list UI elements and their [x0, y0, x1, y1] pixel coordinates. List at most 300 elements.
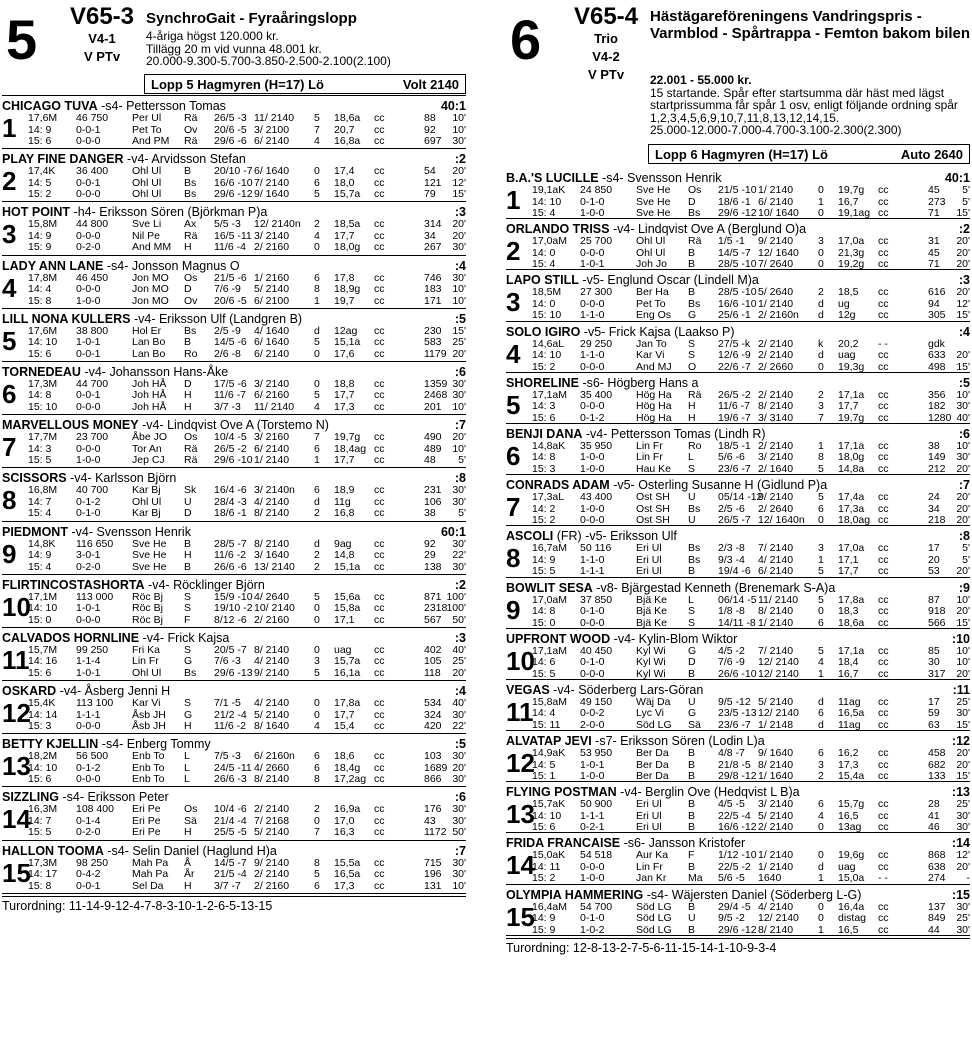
result-cell: Pet To — [636, 297, 666, 310]
result-cell: 138 — [424, 560, 442, 573]
horse-header — [506, 428, 970, 441]
result-cell: L — [688, 451, 694, 464]
result-cell: 6/ 2160 — [254, 389, 290, 402]
race-5-column — [2, 0, 466, 1064]
horse-name: BETTY KJELLIN — [2, 737, 99, 752]
result-cell: cc — [878, 718, 889, 731]
odds: :6 — [454, 364, 466, 379]
horse-entry — [506, 680, 970, 731]
result-cell: Jan To — [636, 337, 667, 350]
results-table — [28, 485, 466, 520]
result-cell: Söd LG — [636, 912, 672, 925]
result-cell: 324 — [424, 708, 442, 721]
result-cell: cc — [374, 135, 385, 147]
result-cell: Sve He — [132, 560, 167, 573]
result-cell: 16/6 -10 — [718, 297, 757, 310]
result-cell: 9/ 1640 — [254, 188, 290, 201]
result-cell: 11ag — [838, 695, 861, 708]
result-cell: 746 — [424, 271, 442, 284]
result-cell: 8/ 2140 — [254, 643, 290, 656]
horse-header — [506, 530, 970, 543]
horse-entry — [506, 731, 970, 782]
result-cell: 40 450 — [580, 644, 613, 657]
result-cell: 1-1-0 — [580, 349, 605, 362]
result-cell: 113 000 — [76, 590, 114, 603]
result-cell: 12/ 2140 — [758, 667, 799, 680]
result-cell: - - — [878, 872, 888, 885]
result-cell: 3 — [818, 758, 824, 771]
result-cell: 583 — [424, 336, 442, 349]
result-cell: 697 — [424, 135, 442, 147]
horse-trainer: -v4- Berglin Ove (Hedqvist L B)a — [620, 785, 800, 800]
result-cell: 6/ 2140 — [758, 195, 794, 208]
result-cell: 5 — [818, 644, 824, 657]
result-cell: 4/ 2140 — [758, 900, 794, 913]
result-row — [28, 603, 466, 615]
result-cell: 14: 3 — [28, 442, 52, 455]
results-table — [532, 492, 970, 527]
result-row — [28, 402, 466, 414]
result-cell: d — [314, 495, 320, 508]
result-cell: 50' — [452, 826, 466, 839]
result-cell: 7/ 2140 — [758, 644, 794, 657]
results-table — [28, 645, 466, 680]
result-cell: D — [688, 656, 696, 669]
results-table — [532, 390, 970, 425]
game-code: V65-4 — [573, 3, 639, 30]
result-cell: Ost SH — [636, 514, 670, 527]
result-cell: 20,7 — [334, 123, 355, 136]
result-cell: Eri Ul — [636, 553, 662, 566]
result-cell: F — [184, 613, 191, 626]
result-cell: 22' — [452, 720, 466, 733]
result-cell: Hög Ha — [636, 388, 672, 401]
result-cell: k — [818, 337, 824, 350]
result-cell: 17,1a — [838, 439, 865, 452]
result-cell: 41 — [928, 809, 940, 822]
result-cell: 10/ 1640 — [758, 207, 799, 219]
result-cell: B — [688, 860, 696, 873]
result-cell: 182 — [928, 400, 946, 413]
result-cell: 3-0-1 — [76, 549, 101, 561]
result-cell: 14,6aL — [532, 337, 565, 350]
result-cell: 3/7 -7 — [214, 879, 241, 892]
results-table — [28, 326, 466, 361]
result-cell: 1 — [818, 872, 824, 885]
result-row — [28, 774, 466, 786]
horse-name: B.A.'S LUCILLE — [506, 171, 599, 185]
result-cell: 28/5 -7 — [214, 537, 247, 550]
result-cell: 92 — [424, 537, 436, 550]
result-cell: 17,8a — [334, 697, 361, 710]
result-cell: Ohl Ul — [132, 666, 162, 679]
result-cell: 2 — [314, 218, 320, 231]
result-cell: cc — [878, 207, 889, 219]
result-cell: 14/5 -7 — [718, 246, 751, 259]
result-cell: B — [688, 821, 696, 834]
race-title: Hästägareföreningens Vandringspris - Varmblod - Spårtrappa - Femton bakom bilen — [650, 8, 971, 42]
result-cell: cc — [374, 814, 385, 827]
result-cell: cc — [374, 868, 385, 881]
start-number: 15 — [506, 901, 535, 932]
result-cell: 1-1-4 — [76, 655, 101, 668]
horse-header — [2, 366, 466, 379]
result-cell: Ber Da — [636, 747, 669, 760]
result-cell: 176 — [424, 803, 442, 816]
result-cell: Lin Fr — [636, 860, 663, 873]
result-cell: 1 — [818, 195, 824, 208]
result-cell: 19,1aK — [532, 184, 566, 196]
result-cell: 7 — [314, 123, 320, 136]
result-cell: 5 — [818, 462, 824, 475]
result-cell: 16,5 — [838, 923, 859, 936]
result-cell: cc — [374, 495, 385, 508]
result-cell: 20' — [452, 218, 466, 231]
result-cell: And MM — [132, 241, 172, 254]
result-cell: 20' — [956, 246, 970, 259]
result-cell: 20' — [452, 666, 466, 679]
result-cell: Å — [184, 856, 192, 869]
result-cell: G — [688, 644, 697, 657]
race-info-line: 22.001 - 55.000 kr. — [650, 73, 752, 87]
result-cell: 458 — [928, 747, 946, 760]
result-cell: 1-0-0 — [580, 770, 605, 783]
divider — [2, 896, 466, 897]
result-cell: B — [688, 809, 696, 822]
result-cell: 14,8aK — [532, 439, 566, 452]
result-cell: 15: 1 — [532, 770, 556, 783]
horse-header — [506, 172, 970, 185]
result-cell: uag — [838, 349, 856, 362]
result-cell: 1-0-1 — [76, 336, 101, 349]
horse-name: LADY ANN LANE — [2, 258, 104, 273]
result-cell: 30' — [452, 856, 466, 869]
result-cell: cc — [878, 297, 889, 310]
horse-name: SIZZLING — [2, 790, 59, 805]
result-cell: cc — [374, 773, 385, 786]
start-number: 7 — [506, 492, 521, 523]
result-cell: 1-0-1 — [580, 758, 605, 771]
result-cell: 11g — [334, 495, 351, 508]
result-cell: Pet To — [132, 123, 162, 136]
result-cell: 15,1a — [334, 336, 361, 349]
result-cell: 17/5 -6 — [214, 377, 247, 390]
result-cell: Eri Ul — [636, 565, 662, 578]
result-cell: 5 — [314, 336, 320, 349]
result-cell: 71 — [928, 207, 940, 219]
result-cell: 11ag — [838, 718, 861, 731]
lopp-label: Lopp 5 Hagmyren (H=17) Lö — [151, 76, 324, 92]
result-row — [28, 668, 466, 680]
result-cell: 20' — [956, 667, 970, 680]
result-cell: 2/ 2160 — [254, 613, 290, 626]
result-cell: 2-0-0 — [580, 718, 605, 731]
result-cell: 17,1a — [838, 644, 865, 657]
result-cell: 38 — [424, 507, 436, 520]
result-cell: 14: 7 — [28, 495, 52, 508]
result-cell: 14: 10 — [532, 809, 562, 822]
result-cell: L — [184, 750, 190, 763]
result-cell: 54 700 — [580, 900, 613, 913]
horse-header — [506, 684, 970, 697]
result-cell: 14: 8 — [532, 451, 556, 464]
result-cell: Sä — [184, 814, 197, 827]
result-cell: 15: 5 — [28, 454, 52, 467]
result-cell: 30' — [452, 814, 466, 827]
result-cell: 1 — [314, 454, 320, 467]
result-cell: 53 950 — [580, 747, 613, 760]
result-cell: cc — [878, 923, 889, 936]
odds: :3 — [958, 273, 970, 288]
result-cell: 7/ 2168 — [254, 814, 290, 827]
result-cell: 23/6 -7 — [718, 718, 751, 731]
result-cell: 10' — [956, 656, 970, 669]
result-cell: 17,2ag — [334, 773, 367, 786]
result-cell: 79 — [424, 188, 436, 201]
result-cell: cc — [878, 258, 889, 271]
result-cell: 0 — [818, 360, 824, 373]
result-cell: S — [184, 643, 192, 656]
result-cell: Kar Bj — [132, 507, 161, 520]
results-table — [28, 804, 466, 839]
result-cell: 218 — [928, 514, 946, 527]
result-row — [532, 913, 970, 925]
results-table — [28, 219, 466, 254]
horse-name: FRIDA FRANCAISE — [506, 836, 621, 851]
odds: :6 — [454, 790, 466, 805]
result-cell: 17,3M — [28, 856, 58, 869]
horse-header — [2, 526, 466, 539]
horse-name: BENJI DANA — [506, 426, 583, 441]
race-number: 6 — [510, 8, 542, 71]
result-cell: d — [818, 860, 824, 873]
result-cell: 1359 — [424, 377, 448, 390]
horse-name: FLIRTINCOSTASHORTA — [2, 577, 145, 592]
result-cell: Rä — [184, 454, 198, 467]
result-cell: d — [818, 718, 824, 731]
result-cell: Bs — [184, 324, 197, 337]
result-cell: 30' — [452, 389, 466, 402]
result-cell: 15: 4 — [532, 258, 556, 271]
result-cell: Kar Bj — [132, 484, 161, 497]
result-cell: 2/ 2140 — [758, 821, 794, 834]
horse-name: HALLON TOOMA — [2, 843, 104, 858]
result-cell: 44 700 — [76, 377, 109, 390]
race-info-line: 25.000-12.000-7.000-4.700-3.100-2.300(2.300) — [650, 123, 902, 138]
result-cell: 2 — [314, 803, 320, 816]
result-cell: Ro — [688, 439, 702, 452]
result-cell: 14: 14 — [28, 708, 58, 721]
results-table — [28, 166, 466, 201]
result-cell: 17,8a — [838, 593, 865, 606]
results-table — [532, 339, 970, 374]
odds: :11 — [952, 682, 970, 697]
result-cell: 15: 9 — [28, 241, 52, 254]
result-cell: cc — [374, 643, 385, 656]
result-cell: 420 — [424, 720, 442, 733]
result-cell: Bs — [688, 207, 701, 219]
result-cell: B — [688, 900, 696, 913]
result-cell: 5' — [962, 184, 970, 196]
result-row — [28, 284, 466, 296]
result-cell: 24 — [928, 491, 940, 504]
results-table — [28, 432, 466, 467]
result-cell: B — [688, 667, 696, 680]
result-cell: 5 — [314, 868, 320, 881]
result-row — [532, 350, 970, 362]
start-order: Turordning: 11-14-9-12-4-7-8-3-10-1-2-6-5-13-15 — [2, 899, 273, 913]
result-cell: 21/5 -10 — [718, 184, 757, 196]
result-cell: cc — [374, 484, 385, 497]
result-cell: 7 — [818, 411, 824, 424]
result-cell: 17,6M — [28, 324, 58, 337]
result-cell: 19/6 -7 — [718, 411, 751, 424]
result-cell: cc — [878, 514, 889, 527]
results-table — [28, 113, 466, 148]
odds: 40:1 — [944, 171, 970, 185]
result-cell: 14: 9 — [532, 912, 556, 925]
result-cell: 2/ 2140 — [758, 337, 794, 350]
start-number: 8 — [2, 485, 17, 516]
result-cell: 0-0-0 — [580, 514, 605, 527]
result-cell: cc — [878, 821, 889, 834]
result-cell: Åsb JH — [132, 720, 166, 733]
result-cell: 50 900 — [580, 798, 613, 811]
result-cell: 0-0-0 — [580, 246, 605, 259]
result-cell: 0-1-0 — [580, 605, 605, 617]
result-cell: 4 — [818, 809, 824, 822]
result-cell: Kyl Wi — [636, 656, 666, 669]
result-cell: 15: 8 — [28, 879, 52, 892]
result-cell: 16/6 -10 — [214, 176, 253, 189]
horse-name: ORLANDO TRISS — [506, 222, 610, 237]
result-cell: cc — [878, 462, 889, 475]
results-table — [532, 902, 970, 937]
result-cell: 0-0-1 — [76, 389, 101, 402]
result-cell: 30' — [452, 773, 466, 786]
start-order: Turordning: 12-8-13-2-7-5-6-11-15-14-1-10-9-3-4 — [506, 941, 777, 955]
result-cell: Bjä Ke — [636, 616, 667, 629]
result-row — [28, 296, 466, 308]
result-cell: U — [688, 491, 696, 504]
start-number: 14 — [2, 804, 31, 835]
start-number: 7 — [2, 432, 17, 463]
result-cell: År — [184, 868, 195, 881]
result-cell: B — [184, 165, 192, 178]
result-cell: 17,3 — [334, 879, 355, 892]
result-cell: 14: 5 — [28, 176, 52, 189]
result-cell: B — [688, 758, 696, 771]
result-cell: 25' — [956, 912, 970, 925]
result-cell: 17,0aM — [532, 593, 568, 606]
result-cell: 633 — [928, 349, 946, 362]
result-cell: D — [184, 507, 192, 520]
result-cell: Kyl Wi — [636, 667, 666, 680]
result-cell: Röc Bj — [132, 602, 163, 615]
result-cell: 20' — [452, 431, 466, 444]
result-cell: 17,1 — [838, 553, 859, 566]
race-6-header — [506, 0, 970, 168]
result-cell: 0 — [314, 377, 320, 390]
horse-name: SHORELINE — [506, 375, 579, 390]
result-cell: ug — [838, 297, 850, 310]
result-cell: 12g — [838, 309, 856, 322]
horse-trainer: -v4- Karlsson Björn — [70, 471, 177, 486]
result-cell: 6/ 2140 — [254, 347, 290, 360]
result-cell: 16,4a — [838, 900, 865, 913]
result-cell: Lan Bo — [132, 347, 166, 360]
result-cell: 23/6 -7 — [718, 462, 751, 475]
result-cell: 20' — [956, 747, 970, 760]
result-cell: 8/ 1640 — [254, 720, 290, 733]
result-cell: Eri Ul — [636, 821, 662, 834]
result-cell: 19,1ag — [838, 207, 871, 219]
result-cell: 15: 11 — [532, 718, 561, 731]
result-cell: 0-1-0 — [580, 195, 605, 208]
result-cell: 10/4 -6 — [214, 803, 247, 816]
odds: :14 — [951, 836, 970, 851]
result-cell: 2/ 2140 — [758, 349, 794, 362]
result-cell: cc — [878, 286, 889, 299]
result-cell: 0 — [818, 246, 824, 259]
horse-entry — [2, 149, 466, 202]
result-cell: Enb To — [132, 773, 165, 786]
result-cell: 9/3 -4 — [718, 553, 745, 566]
horse-entry — [506, 526, 970, 577]
result-cell: 15: 6 — [28, 135, 52, 147]
result-cell: H — [688, 400, 696, 413]
result-cell: Wäj Da — [636, 695, 671, 708]
result-cell: 15: 6 — [28, 666, 52, 679]
result-cell: B — [688, 565, 696, 578]
result-cell: 638 — [928, 860, 946, 873]
horse-header — [506, 377, 970, 390]
result-cell: 26/6 -10 — [718, 667, 757, 680]
result-cell: H — [688, 411, 696, 424]
result-cell: 5 — [818, 593, 824, 606]
result-cell: 1-0-0 — [76, 294, 101, 307]
result-cell: H — [184, 400, 192, 413]
result-cell: 1 — [314, 294, 320, 307]
result-cell: 18/6 -1 — [718, 195, 751, 208]
result-cell: 0 — [818, 849, 824, 862]
result-cell: U — [184, 495, 192, 508]
result-cell: 14: 5 — [532, 758, 556, 771]
odds: 60:1 — [440, 524, 466, 539]
result-cell: 11/6 -2 — [214, 549, 246, 561]
result-cell: Kar Vi — [132, 697, 161, 710]
result-cell: 56 500 — [76, 750, 109, 763]
results-table — [532, 799, 970, 834]
result-row — [532, 822, 970, 834]
result-cell: cc — [374, 655, 385, 668]
result-cell: Jon MO — [132, 271, 169, 284]
result-cell: 14/5 -6 — [214, 336, 247, 349]
result-cell: 15' — [452, 188, 466, 201]
result-cell: 567 — [424, 613, 442, 626]
result-cell: 0-0-0 — [580, 297, 605, 310]
result-cell: 30' — [452, 708, 466, 721]
result-cell: 17,3 — [334, 400, 355, 413]
result-cell: Eri Ul — [636, 542, 662, 555]
result-cell: 6 — [818, 798, 824, 811]
result-cell: 15' — [956, 770, 970, 783]
result-cell: 5 — [314, 590, 320, 603]
result-cell: Hög Ha — [636, 411, 672, 424]
result-cell: 15,7g — [838, 798, 865, 811]
result-cell: B — [688, 246, 696, 259]
result-cell: 6/ 2100 — [254, 294, 290, 307]
